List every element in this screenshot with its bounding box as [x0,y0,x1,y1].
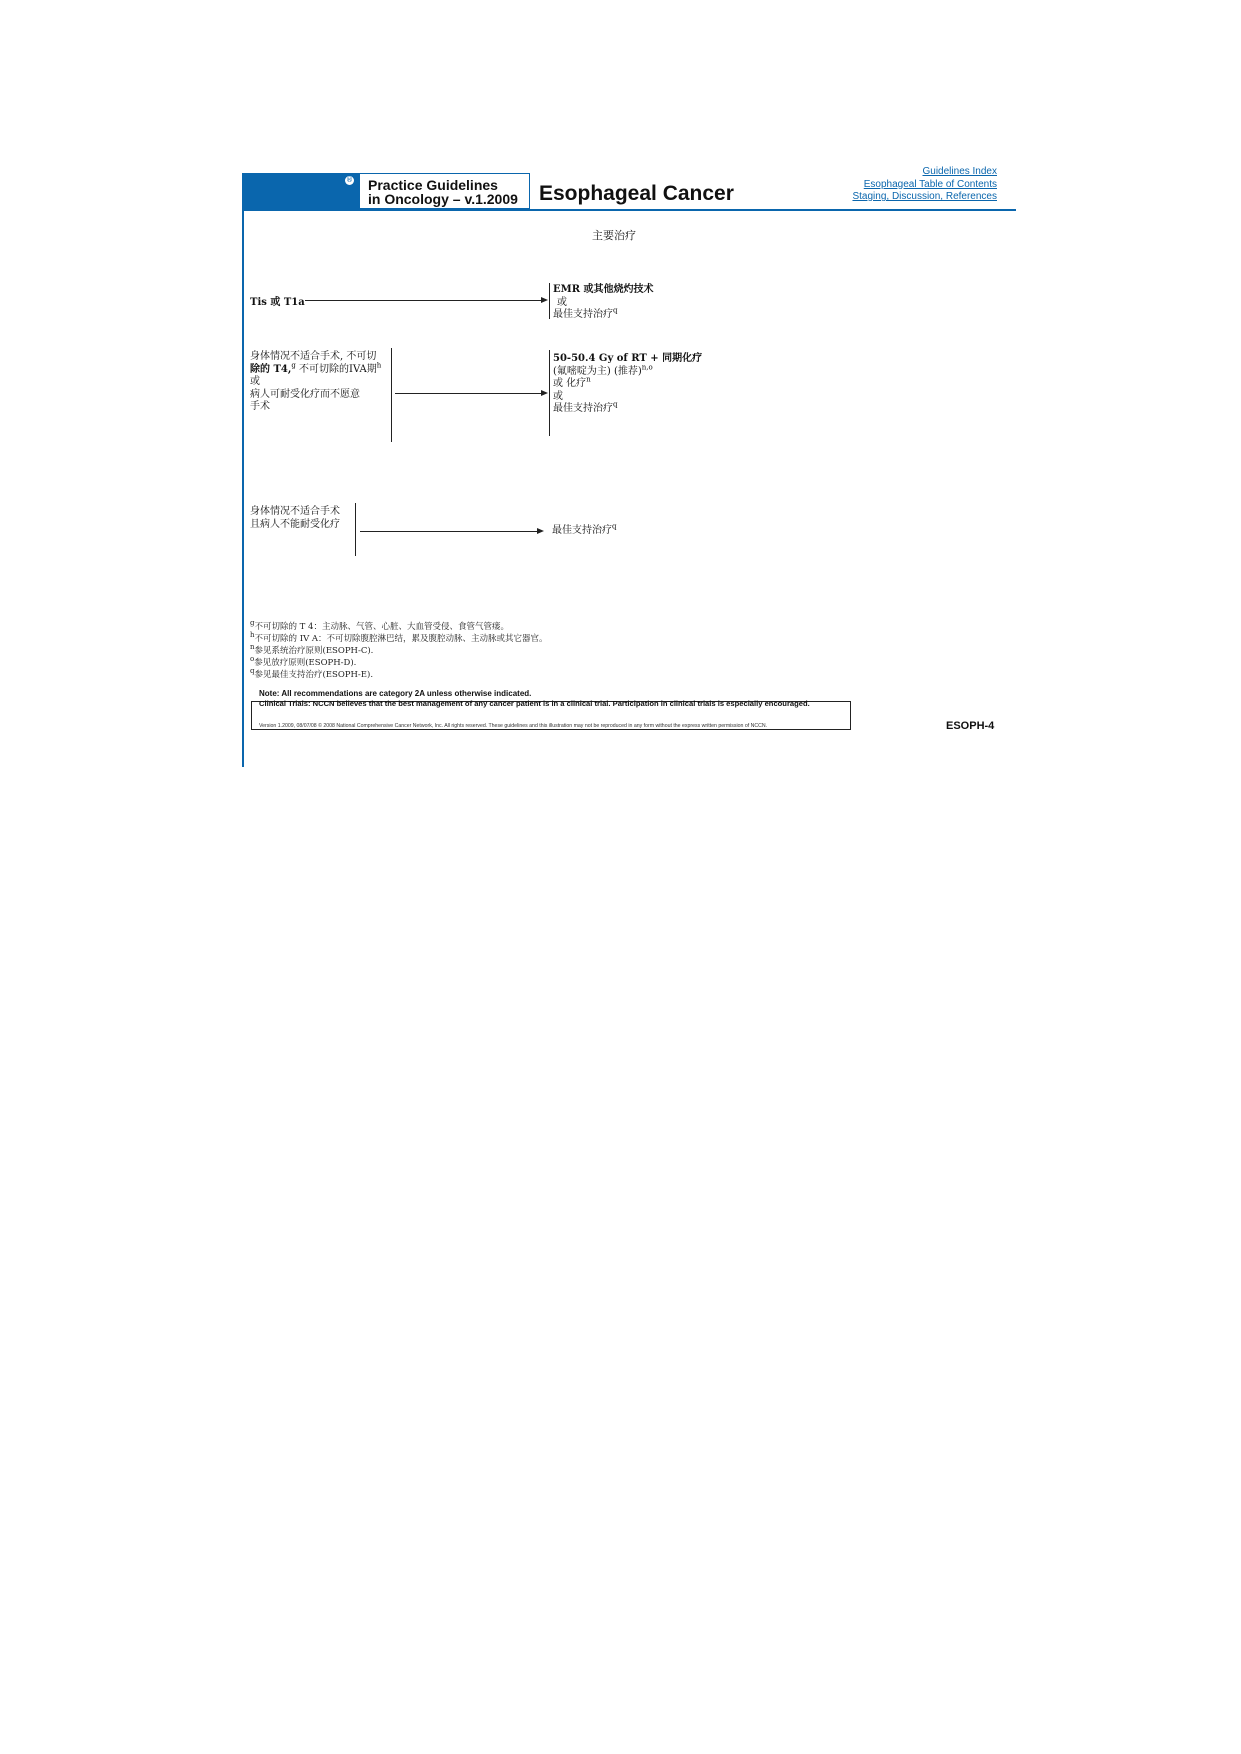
footnote-item: $^h$不可切除的 IV A：不可切除腹腔淋巴结，累及腹腔动脉、主动脉或其它器官。 [250,631,548,644]
guidelines-title-line2: in Oncology – v.1.2009 [368,191,518,207]
header-divider [242,209,1016,211]
row3-condition: 身体情况不适合手术 且病人不能耐受化疗 [250,506,340,530]
row3-treatment: 最佳支持治疗$^q$ [552,522,617,536]
row1-bracket [549,283,550,319]
row2-arrow-line [395,393,545,394]
row2-condition: 身体情况不适合手术, 不可切 除的 T4,$^g$ 不可切除的IVA期$^h$ 或 病人可耐受化疗而不愿意 手术 [250,351,382,412]
header-brand-block [242,173,360,210]
guidelines-title-line1: Practice Guidelines [368,177,498,193]
recommendation-note: Note: All recommendations are category 2A unless otherwise indicated. [259,689,532,698]
header-links [852,166,997,204]
row2-bracket [549,350,550,436]
page-title: Esophageal Cancer [539,182,734,205]
row3-arrow-head [537,528,544,534]
version-copyright: Version 1.2009, 08/07/08 © 2008 National Comprehensive Cancer Network, Inc. All rights reserved. These guidelines and this illustration may not be reproduced in any form without the express written permission of NCCN. [259,723,768,729]
guidelines-index-link[interactable]: Guidelines Index [922,166,997,177]
row3-condition-bracket [355,503,356,556]
page-id: ESOPH-4 [946,720,995,732]
row2-treatment: 50-50.4 Gy of RT + 同期化疗 (氟嘧啶为主) (推荐)$^{n,o}$ 或 化疗$^n$ 或 最佳支持治疗$^q$ [553,353,703,414]
footnote-item: $^g$不可切除的 T 4：主动脉、气管、心脏、大血管受侵、食管气管瘘。 [250,619,509,632]
registered-mark: ® [346,176,353,184]
row1-treatment: EMR 或其他烧灼技术 或 最佳支持治疗$^q$ [553,284,654,320]
footnotes [250,621,548,681]
staging-discussion-link[interactable]: Staging, Discussion, References [852,191,997,202]
row1-condition: Tis 或 T1a [250,297,305,308]
clinical-trials-text: Clinical Trials: NCCN believes that the best management of any cancer patient is in a clinical trial. Participation in clinical trials is especially encouraged. [259,699,810,708]
footnote-item: $^q$参见最佳支持治疗(ESOPH-E). [250,667,374,680]
row3-arrow-line [360,531,540,532]
row1-arrow-head [541,297,548,303]
left-margin-line [242,173,244,767]
footnote-item: $^n$参见系统治疗原则(ESOPH-C). [250,643,374,656]
row1-arrow-line [305,300,545,301]
footnote-item: $^o$参见放疗原则(ESOPH-D). [250,655,357,668]
table-of-contents-link[interactable]: Esophageal Table of Contents [863,178,997,190]
row2-condition-bracket [391,348,392,442]
section-title: 主要治疗 [592,229,636,242]
row2-arrow-head [541,390,548,396]
